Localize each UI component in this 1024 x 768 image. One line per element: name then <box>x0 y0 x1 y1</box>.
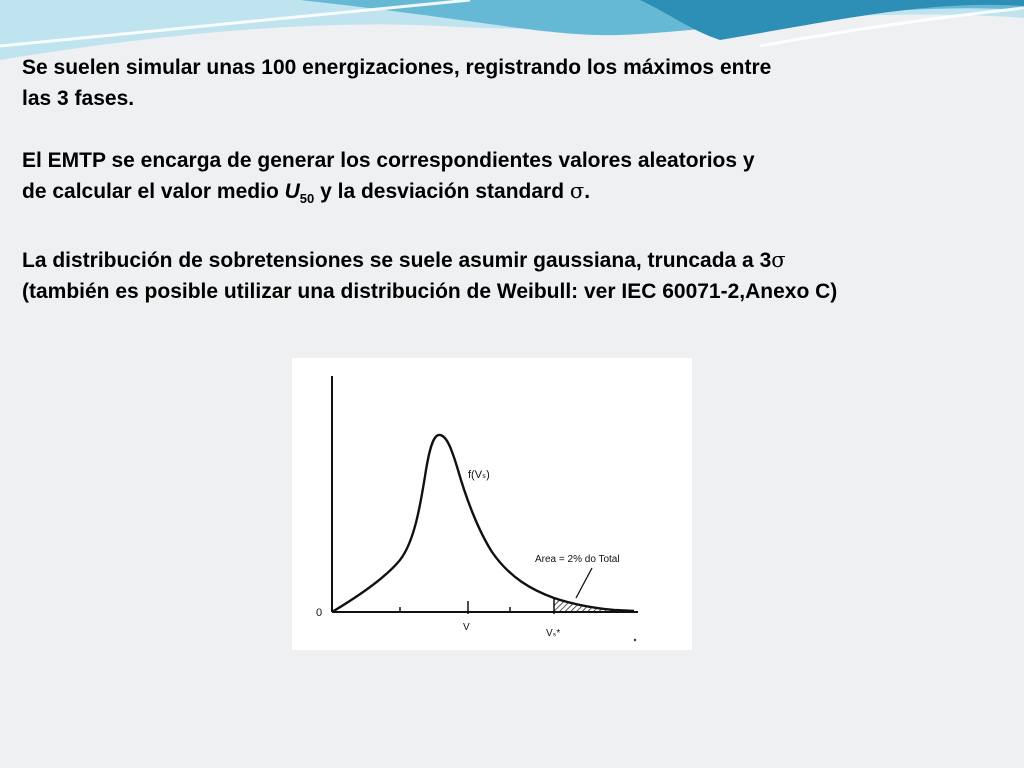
distribution-text: La distribución de sobretensiones se suele asumir gaussiana, truncada a 3 <box>22 249 772 272</box>
origin-label: 0 <box>316 607 323 619</box>
u50-subscript: 50 <box>299 191 315 206</box>
distribution-figure <box>292 358 692 650</box>
curve-label: f(Vₛ) <box>468 469 490 481</box>
scan-dot <box>634 639 636 641</box>
paragraph-simulation-line1: Se suelen simular unas 100 energizaciones, registrando los máximos entre <box>22 56 772 79</box>
distribution-curve <box>332 435 634 612</box>
paragraph-emtp-line1: El EMTP se encarga de generar los correspondientes valores aleatorios y <box>22 149 755 172</box>
sigma-symbol-2: σ <box>771 248 786 272</box>
paragraph-simulation <box>22 52 1020 114</box>
area-annotation: Area = 2% do Total <box>535 554 620 565</box>
u50-symbol: U <box>284 180 300 203</box>
paragraph-emtp <box>22 145 1020 214</box>
paragraph-simulation-line2: las 3 fases. <box>22 87 135 110</box>
paragraph-distribution-line1 <box>22 245 1020 276</box>
emtp-text-before: de calcular el valor medio <box>22 180 285 203</box>
paragraph-emtp-line2 <box>22 176 1020 214</box>
distribution-graph <box>292 358 692 650</box>
v-label: V <box>463 622 470 633</box>
paragraph-distribution-line2: (también es posible utilizar una distribución de Weibull: ver IEC 60071-2,Anexo C) <box>22 280 838 303</box>
paragraph-distribution <box>22 245 1020 307</box>
sigma-symbol: σ <box>569 179 585 203</box>
annotation-pointer <box>576 568 592 598</box>
vs-label: Vₛ* <box>546 628 561 639</box>
slide-text <box>22 52 1020 307</box>
emtp-text-end: . <box>584 180 591 203</box>
emtp-text-middle: y la desviación standard <box>314 180 570 203</box>
